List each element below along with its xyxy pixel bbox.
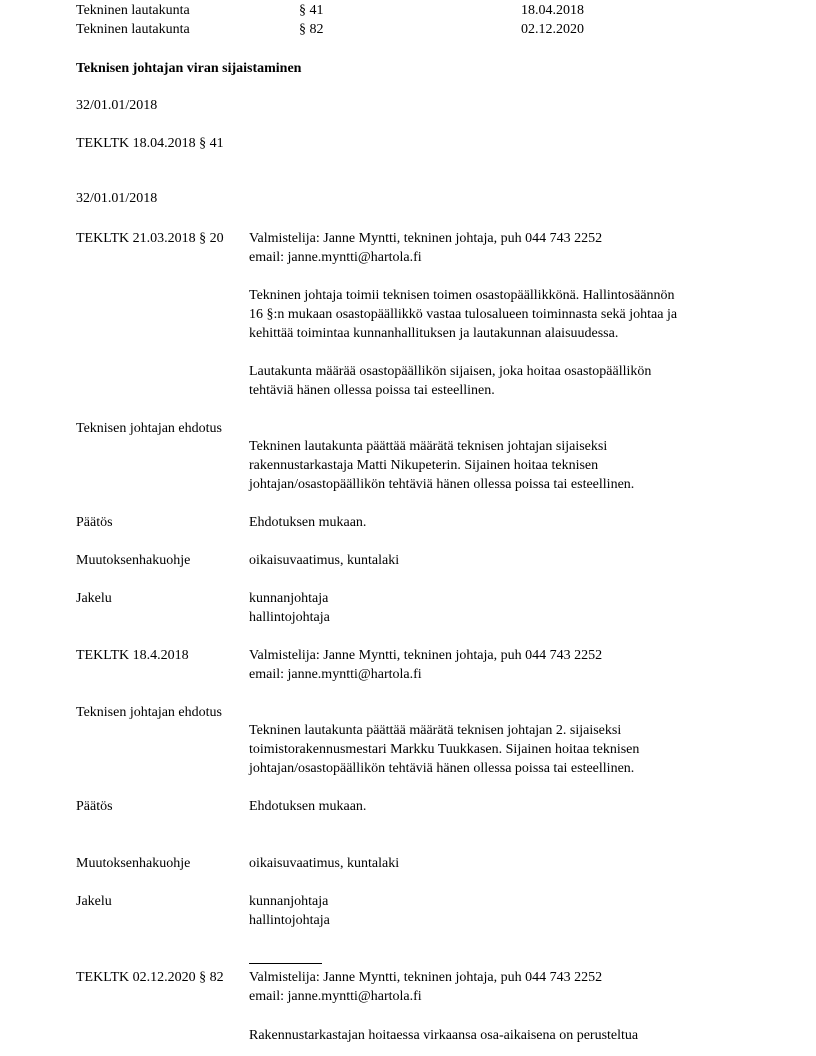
preparer-line: Valmistelija: Janne Myntti, tekninen johtaja, puh 044 743 2252: [249, 231, 603, 246]
header-row-body: Tekninen lautakunta: [76, 3, 190, 18]
section-label: TEKLTK 02.12.2020 § 82: [76, 970, 224, 985]
appeal-label: Muutoksenhakuohje: [76, 553, 191, 568]
decision-text: Ehdotuksen mukaan.: [249, 799, 367, 814]
paragraph-line: kehittää toimintaa kunnanhallituksen ja lautakunnan alaisuudessa.: [249, 326, 619, 341]
proposal-line: toimistorakennusmestari Markku Tuukkasen. Sijainen hoitaa teknisen: [249, 742, 640, 757]
distribution-label: Jakelu: [76, 591, 112, 606]
email-line: email: janne.myntti@hartola.fi: [249, 989, 422, 1004]
meeting-reference: TEKLTK 18.04.2018 § 41: [76, 136, 224, 151]
reference-number: 32/01.01/2018: [76, 191, 158, 206]
paragraph-line: Rakennustarkastajan hoitaessa virkaansa osa-aikaisena on perusteltua: [249, 1028, 639, 1043]
header-row-section: § 41: [299, 3, 324, 18]
decision-label: Päätös: [76, 515, 113, 530]
proposal-line: Tekninen lautakunta päättää määrätä teknisen johtajan 2. sijaiseksi: [249, 723, 622, 738]
distribution-item: hallintojohtaja: [249, 610, 330, 625]
appeal-text: oikaisuvaatimus, kuntalaki: [249, 856, 400, 871]
preparer-line: Valmistelija: Janne Myntti, tekninen johtaja, puh 044 743 2252: [249, 648, 603, 663]
section-label: TEKLTK 21.03.2018 § 20: [76, 231, 224, 246]
appeal-label: Muutoksenhakuohje: [76, 856, 191, 871]
preparer-line: Valmistelija: Janne Myntti, tekninen johtaja, puh 044 743 2252: [249, 970, 603, 985]
header-row-date: 18.04.2018: [521, 3, 584, 18]
proposal-label: Teknisen johtajan ehdotus: [76, 421, 222, 436]
distribution-item: kunnanjohtaja: [249, 894, 329, 909]
decision-label: Päätös: [76, 799, 113, 814]
header-row-date: 02.12.2020: [521, 22, 584, 37]
proposal-line: johtajan/osastopäällikön tehtäviä hänen ollessa poissa tai esteellinen.: [249, 761, 635, 776]
reference-number: 32/01.01/2018: [76, 98, 158, 113]
paragraph-line: Tekninen johtaja toimii teknisen toimen osastopäällikkönä. Hallintosäännön: [249, 288, 675, 303]
distribution-label: Jakelu: [76, 894, 112, 909]
document-title: Teknisen johtajan viran sijaistaminen: [76, 61, 302, 76]
paragraph-line: tehtäviä hänen ollessa poissa tai esteellinen.: [249, 383, 495, 398]
decision-text: Ehdotuksen mukaan.: [249, 515, 367, 530]
proposal-line: Tekninen lautakunta päättää määrätä teknisen johtajan sijaiseksi: [249, 439, 608, 454]
separator-line: [249, 963, 322, 964]
email-line: email: janne.myntti@hartola.fi: [249, 667, 422, 682]
proposal-label: Teknisen johtajan ehdotus: [76, 705, 222, 720]
appeal-text: oikaisuvaatimus, kuntalaki: [249, 553, 400, 568]
paragraph-line: Lautakunta määrää osastopäällikön sijaisen, joka hoitaa osastopäällikön: [249, 364, 652, 379]
header-row-section: § 82: [299, 22, 324, 37]
paragraph-line: 16 §:n mukaan osastopäällikkö vastaa tulosalueen toiminnasta sekä johtaa ja: [249, 307, 678, 322]
distribution-item: hallintojohtaja: [249, 913, 330, 928]
header-row-body: Tekninen lautakunta: [76, 22, 190, 37]
proposal-line: rakennustarkastaja Matti Nikupeterin. Sijainen hoitaa teknisen: [249, 458, 599, 473]
distribution-item: kunnanjohtaja: [249, 591, 329, 606]
proposal-line: johtajan/osastopäällikön tehtäviä hänen ollessa poissa tai esteellinen.: [249, 477, 635, 492]
email-line: email: janne.myntti@hartola.fi: [249, 250, 422, 265]
section-label: TEKLTK 18.4.2018: [76, 648, 189, 663]
